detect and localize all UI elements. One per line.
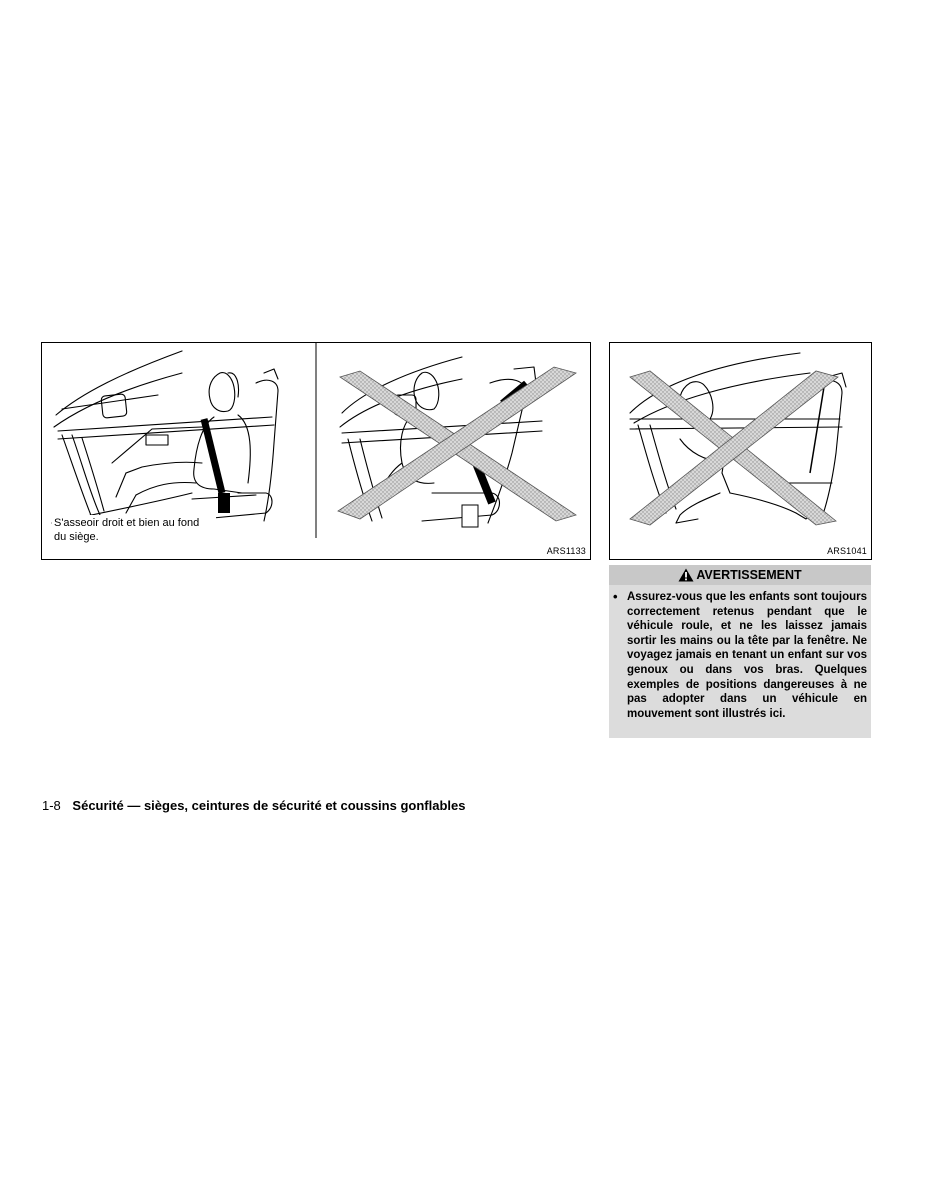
page-footer bbox=[42, 798, 465, 813]
seating-figure bbox=[41, 342, 591, 560]
child-illustration bbox=[610, 343, 871, 559]
page-number: 1-8 bbox=[42, 798, 61, 813]
seat-belt-shape bbox=[204, 419, 222, 493]
prohibited-x-mark bbox=[338, 367, 576, 521]
figure-code: ARS1133 bbox=[546, 546, 586, 556]
warning-triangle-icon bbox=[678, 568, 694, 582]
warning-box bbox=[609, 565, 871, 738]
warning-text: Assurez-vous que les enfants sont toujours correctement retenus pendant que le véhicule roule, et ne les laissez jamais sortir les mains ou la tête par la fenêtre. Ne voyagez jamais en tenant un enfant sur vos genoux ou dans vos bras. Quelques exemples de positions dangereuses à ne pas adopter dans un véhicule en mouvement sont illustrés ici. bbox=[627, 591, 867, 720]
prohibited-x-mark bbox=[630, 371, 838, 525]
warning-bullet: • bbox=[613, 589, 618, 604]
correct-posture-drawing bbox=[52, 351, 278, 523]
figure-caption: S'asseoir droit et bien au fond du siège. bbox=[52, 515, 216, 545]
figure-code: ARS1041 bbox=[827, 546, 867, 556]
section-title: Sécurité — sièges, ceintures de sécurité et coussins gonflables bbox=[72, 798, 466, 813]
warning-header bbox=[609, 565, 871, 585]
child-figure bbox=[609, 342, 872, 560]
warning-title: AVERTISSEMENT bbox=[696, 568, 802, 582]
